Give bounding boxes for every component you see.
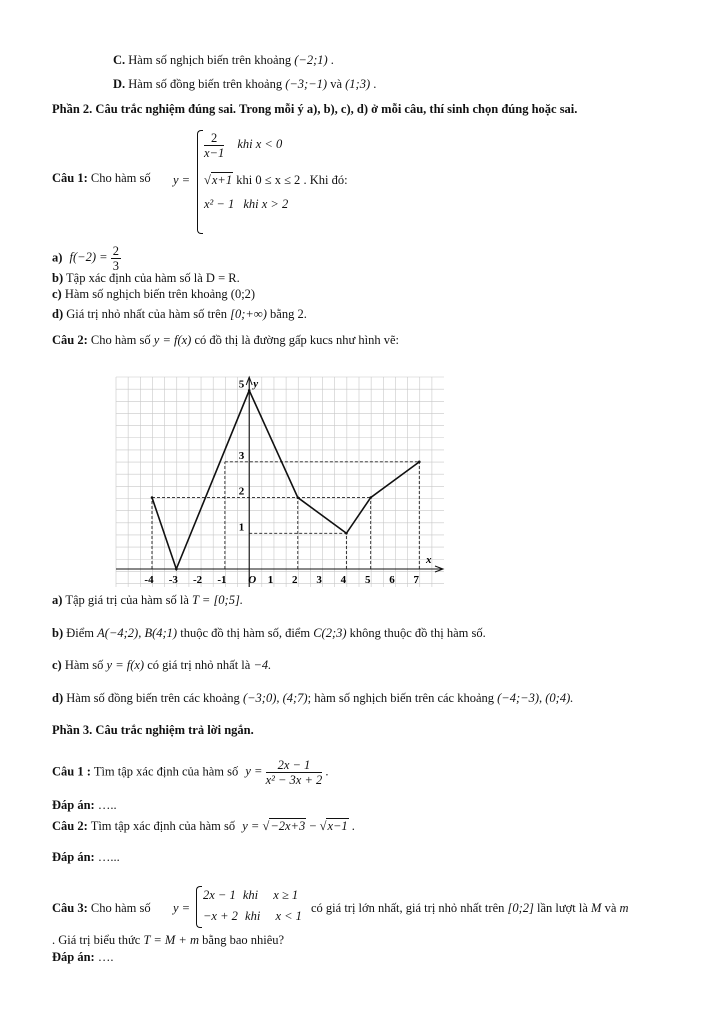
q1-c	[52, 286, 255, 302]
q2-b-text1: Điểm	[66, 626, 95, 640]
series-point	[175, 568, 178, 571]
x-tick-label: O	[248, 574, 257, 586]
y-tick-label: 3	[238, 449, 245, 462]
p3-q3-text: Cho hàm số	[90, 901, 151, 915]
x-tick-label: 4	[340, 574, 347, 586]
part3-title: Phần 3. Câu trắc nghiệm trả lời ngắn.	[52, 723, 254, 737]
p3-q1-label: Câu 1 :	[52, 764, 91, 779]
q1-case2: √x+1 khi 0 ≤ x ≤ 2 . Khi đó:	[204, 173, 348, 187]
p3-q3-label: Câu 3:	[52, 901, 88, 915]
q1-a-lhs: f(−2) =	[69, 250, 108, 265]
q2-d	[52, 690, 573, 706]
q1-b-label: b)	[52, 271, 64, 285]
q2-tail: có đồ thị là đường gấp kucs như hình vẽ:	[194, 333, 399, 347]
function-graph	[113, 375, 447, 590]
p3-q2-minus: −	[309, 819, 317, 833]
p3-q3-tail2: lần lượt là	[537, 901, 588, 915]
series	[151, 389, 421, 570]
p3-q1	[52, 758, 329, 787]
p3-q1-ans: …..	[97, 798, 117, 812]
q1-case1-den: x−1	[204, 146, 225, 160]
q2-text: Cho hàm số	[90, 333, 151, 347]
p3-q3-case1-expr: 2x − 1	[203, 888, 236, 902]
q1-case3	[204, 196, 288, 212]
option-d-and: và	[330, 77, 342, 91]
tick-labels	[144, 378, 419, 586]
q1-a-den: 3	[112, 259, 119, 273]
q2-d-math2: (−4;−3), (0;4).	[497, 691, 574, 705]
q2-b-text2: thuộc đồ thị hàm số, điểm	[180, 626, 311, 640]
p3-q3-case2-khi: khi	[245, 909, 261, 923]
option-c-text: Hàm số nghịch biến trên khoảng	[128, 53, 292, 67]
y-tick-label: 2	[238, 485, 245, 498]
q1-brace	[197, 130, 203, 234]
q2-c-val: −4.	[253, 658, 272, 672]
q2-c-text1: Hàm số	[64, 658, 104, 672]
q2-stem	[52, 332, 399, 348]
p3-q1-frac	[266, 758, 323, 787]
q1-a	[52, 244, 121, 273]
p3-q1-num: 2x − 1	[266, 758, 323, 773]
q2-d-label: d)	[52, 691, 64, 705]
q1-d-tail: bằng 2.	[270, 307, 307, 321]
p3-q3-case2-expr: −x + 2	[203, 909, 238, 923]
q1-a-frac	[111, 244, 121, 273]
x-tick-label: -4	[144, 574, 154, 586]
p3-q3-brace	[196, 886, 202, 928]
series-line	[152, 390, 419, 569]
x-axis-label: x	[426, 554, 432, 566]
q1-case3-cond: khi x > 2	[243, 197, 289, 211]
y-tick-label: 5	[238, 378, 245, 391]
p3-q3-case1-cond: x ≥ 1	[273, 888, 299, 902]
p3-q1-y-eq: y =	[245, 764, 263, 779]
p3-q1-text: Tìm tập xác định của hàm số	[93, 764, 239, 779]
p3-q3-tail	[311, 900, 629, 916]
q1-d-math: [0;+∞)	[230, 307, 267, 321]
p3-q2-tail: .	[351, 819, 355, 833]
option-c-math: (−2;1)	[294, 53, 328, 67]
p3-q2: Câu 2: Tìm tập xác định của hàm số y = √−2x+3 − √x−1 .	[52, 819, 355, 833]
x-tick-label: 6	[389, 574, 395, 586]
p3-q3-case2	[203, 908, 302, 924]
series-point	[151, 496, 154, 499]
p3-q3-case1-khi: khi	[242, 888, 259, 902]
q1-tail: . Khi đó:	[303, 173, 348, 187]
p3-q3-stem	[52, 900, 151, 916]
q1-case1-num: 2	[204, 131, 224, 146]
q2-b-label: b)	[52, 626, 64, 640]
p3-q3-y-eq: y =	[173, 901, 191, 915]
q1-case2-expr: x+1	[211, 173, 233, 187]
option-d-label: D.	[113, 77, 126, 91]
q2-a-math: T = [0;5].	[192, 593, 243, 607]
p3-q3-interval: [0;2]	[507, 901, 534, 915]
q1-case1-cond: khi x < 0	[237, 137, 283, 152]
p3-q1-tail: .	[325, 764, 329, 779]
q1-d-text: Giá trị nhỏ nhất của hàm số trên	[66, 307, 227, 321]
p3-q3-m: m	[619, 901, 629, 915]
q1-case3-expr: x² − 1	[204, 197, 235, 211]
q2-c-label: c)	[52, 658, 62, 672]
q2-a	[52, 592, 243, 608]
p3-q2-r1: −2x+3	[270, 819, 306, 833]
p3-q2-text: Tìm tập xác định của hàm số	[90, 819, 236, 833]
part2-title: Phần 2. Câu trắc nghiệm đúng sai. Trong mỗi ý a), b), c), d) ở mỗi câu, thí sinh chọn đúng hoặc sai.	[52, 102, 578, 116]
series-point	[418, 461, 421, 464]
series-point	[248, 389, 251, 392]
p3-q3-case1	[203, 887, 298, 903]
q2-d-text1: Hàm số đồng biến trên các khoảng	[66, 691, 240, 705]
option-d-text: Hàm số đồng biến trên khoảng	[128, 77, 283, 91]
grid	[116, 377, 444, 587]
q2-math: y = f(x)	[153, 333, 192, 347]
y-axis-label: y	[253, 378, 259, 390]
p3-q3-and: và	[604, 901, 617, 915]
p3-q3-line2	[52, 932, 284, 948]
p3-q3-answer	[52, 949, 113, 965]
p3-q3-ans-label: Đáp án:	[52, 950, 95, 964]
series-point	[345, 532, 348, 535]
q1-c-text: Hàm số nghịch biến trên khoảng (0;2)	[64, 287, 256, 301]
q2-a-text: Tập giá trị của hàm số là	[65, 593, 189, 607]
p3-q3-case2-cond: x < 1	[275, 909, 302, 923]
q2-c-math: y = f(x)	[106, 658, 145, 672]
x-tick-label: 1	[267, 574, 274, 586]
x-tick-label: -3	[168, 574, 178, 586]
q2-label: Câu 2:	[52, 333, 88, 347]
q1-case2-cond: khi 0 ≤ x ≤ 2	[236, 173, 301, 187]
p3-q1-den: x² − 3x + 2	[265, 773, 323, 787]
dashed-guides	[152, 390, 419, 569]
x-tick-label: 5	[364, 574, 371, 586]
q1-text: Cho hàm số	[90, 171, 151, 185]
p3-q3-M: M	[591, 901, 602, 915]
p3-q2-y-eq: y =	[242, 819, 260, 833]
q2-d-text2: ; hàm số nghịch biến trên các khoảng	[307, 691, 495, 705]
x-tick-label: 2	[292, 574, 298, 586]
q2-b-text3: không thuộc đồ thị hàm số.	[349, 626, 486, 640]
q2-b-math1: A(−4;2), B(4;1)	[97, 626, 178, 640]
q1-case1-frac	[204, 131, 224, 160]
option-d-math1: (−3;−1)	[285, 77, 328, 91]
q1-b	[52, 270, 240, 286]
p3-q2-answer	[52, 849, 120, 865]
p3-q3-expr: T = M + m	[143, 933, 200, 947]
option-c-label: C.	[113, 53, 126, 67]
option-d-math2: (1;3)	[345, 77, 371, 91]
q1-a-num: 2	[112, 244, 119, 258]
x-tick-label: -2	[193, 574, 203, 586]
q1-stem	[52, 170, 151, 186]
q1-y-eq: y =	[173, 173, 191, 187]
x-tick-label: 3	[316, 574, 322, 586]
p3-q2-ans-label: Đáp án:	[52, 850, 95, 864]
q2-c-text2: có giá trị nhỏ nhất là	[147, 658, 251, 672]
p3-q2-label: Câu 2:	[52, 819, 88, 833]
series-point	[369, 496, 372, 499]
p3-q2-r2: x−1	[327, 819, 348, 833]
option-d: D. Hàm số đồng biến trên khoảng (−3;−1) và (1;3) .	[113, 77, 377, 91]
x-tick-label: -1	[217, 574, 227, 586]
p3-q3-line2a: . Giá trị biểu thức	[52, 933, 141, 947]
p3-q1-ans-label: Đáp án:	[52, 798, 95, 812]
q1-c-label: c)	[52, 287, 62, 301]
q2-a-label: a)	[52, 593, 63, 607]
q1-b-text: Tập xác định của hàm số là D = R.	[66, 271, 240, 285]
q1-d-label: d)	[52, 307, 64, 321]
y-tick-label: 1	[238, 521, 245, 534]
option-c: C. Hàm số nghịch biến trên khoảng (−2;1) .	[113, 53, 334, 67]
q1-case1	[204, 131, 282, 160]
q2-d-math1: (−3;0), (4;7)	[242, 691, 308, 705]
x-tick-label: 7	[413, 574, 420, 586]
p3-q3-line2b: bằng bao nhiêu?	[202, 933, 285, 947]
p3-q2-ans: …...	[97, 850, 120, 864]
q1-d	[52, 306, 307, 322]
p3-q1-answer	[52, 797, 117, 813]
q2-b-math2: C(2;3)	[313, 626, 347, 640]
p3-q3-ans: ….	[97, 950, 114, 964]
q1-label: Câu 1:	[52, 171, 88, 185]
q2-c	[52, 657, 271, 673]
axes	[116, 377, 443, 587]
q2-b	[52, 625, 486, 641]
p3-q3-tail1: có giá trị lớn nhất, giá trị nhỏ nhất trên	[311, 901, 505, 915]
series-point	[297, 496, 300, 499]
q1-a-label: a)	[52, 250, 63, 265]
